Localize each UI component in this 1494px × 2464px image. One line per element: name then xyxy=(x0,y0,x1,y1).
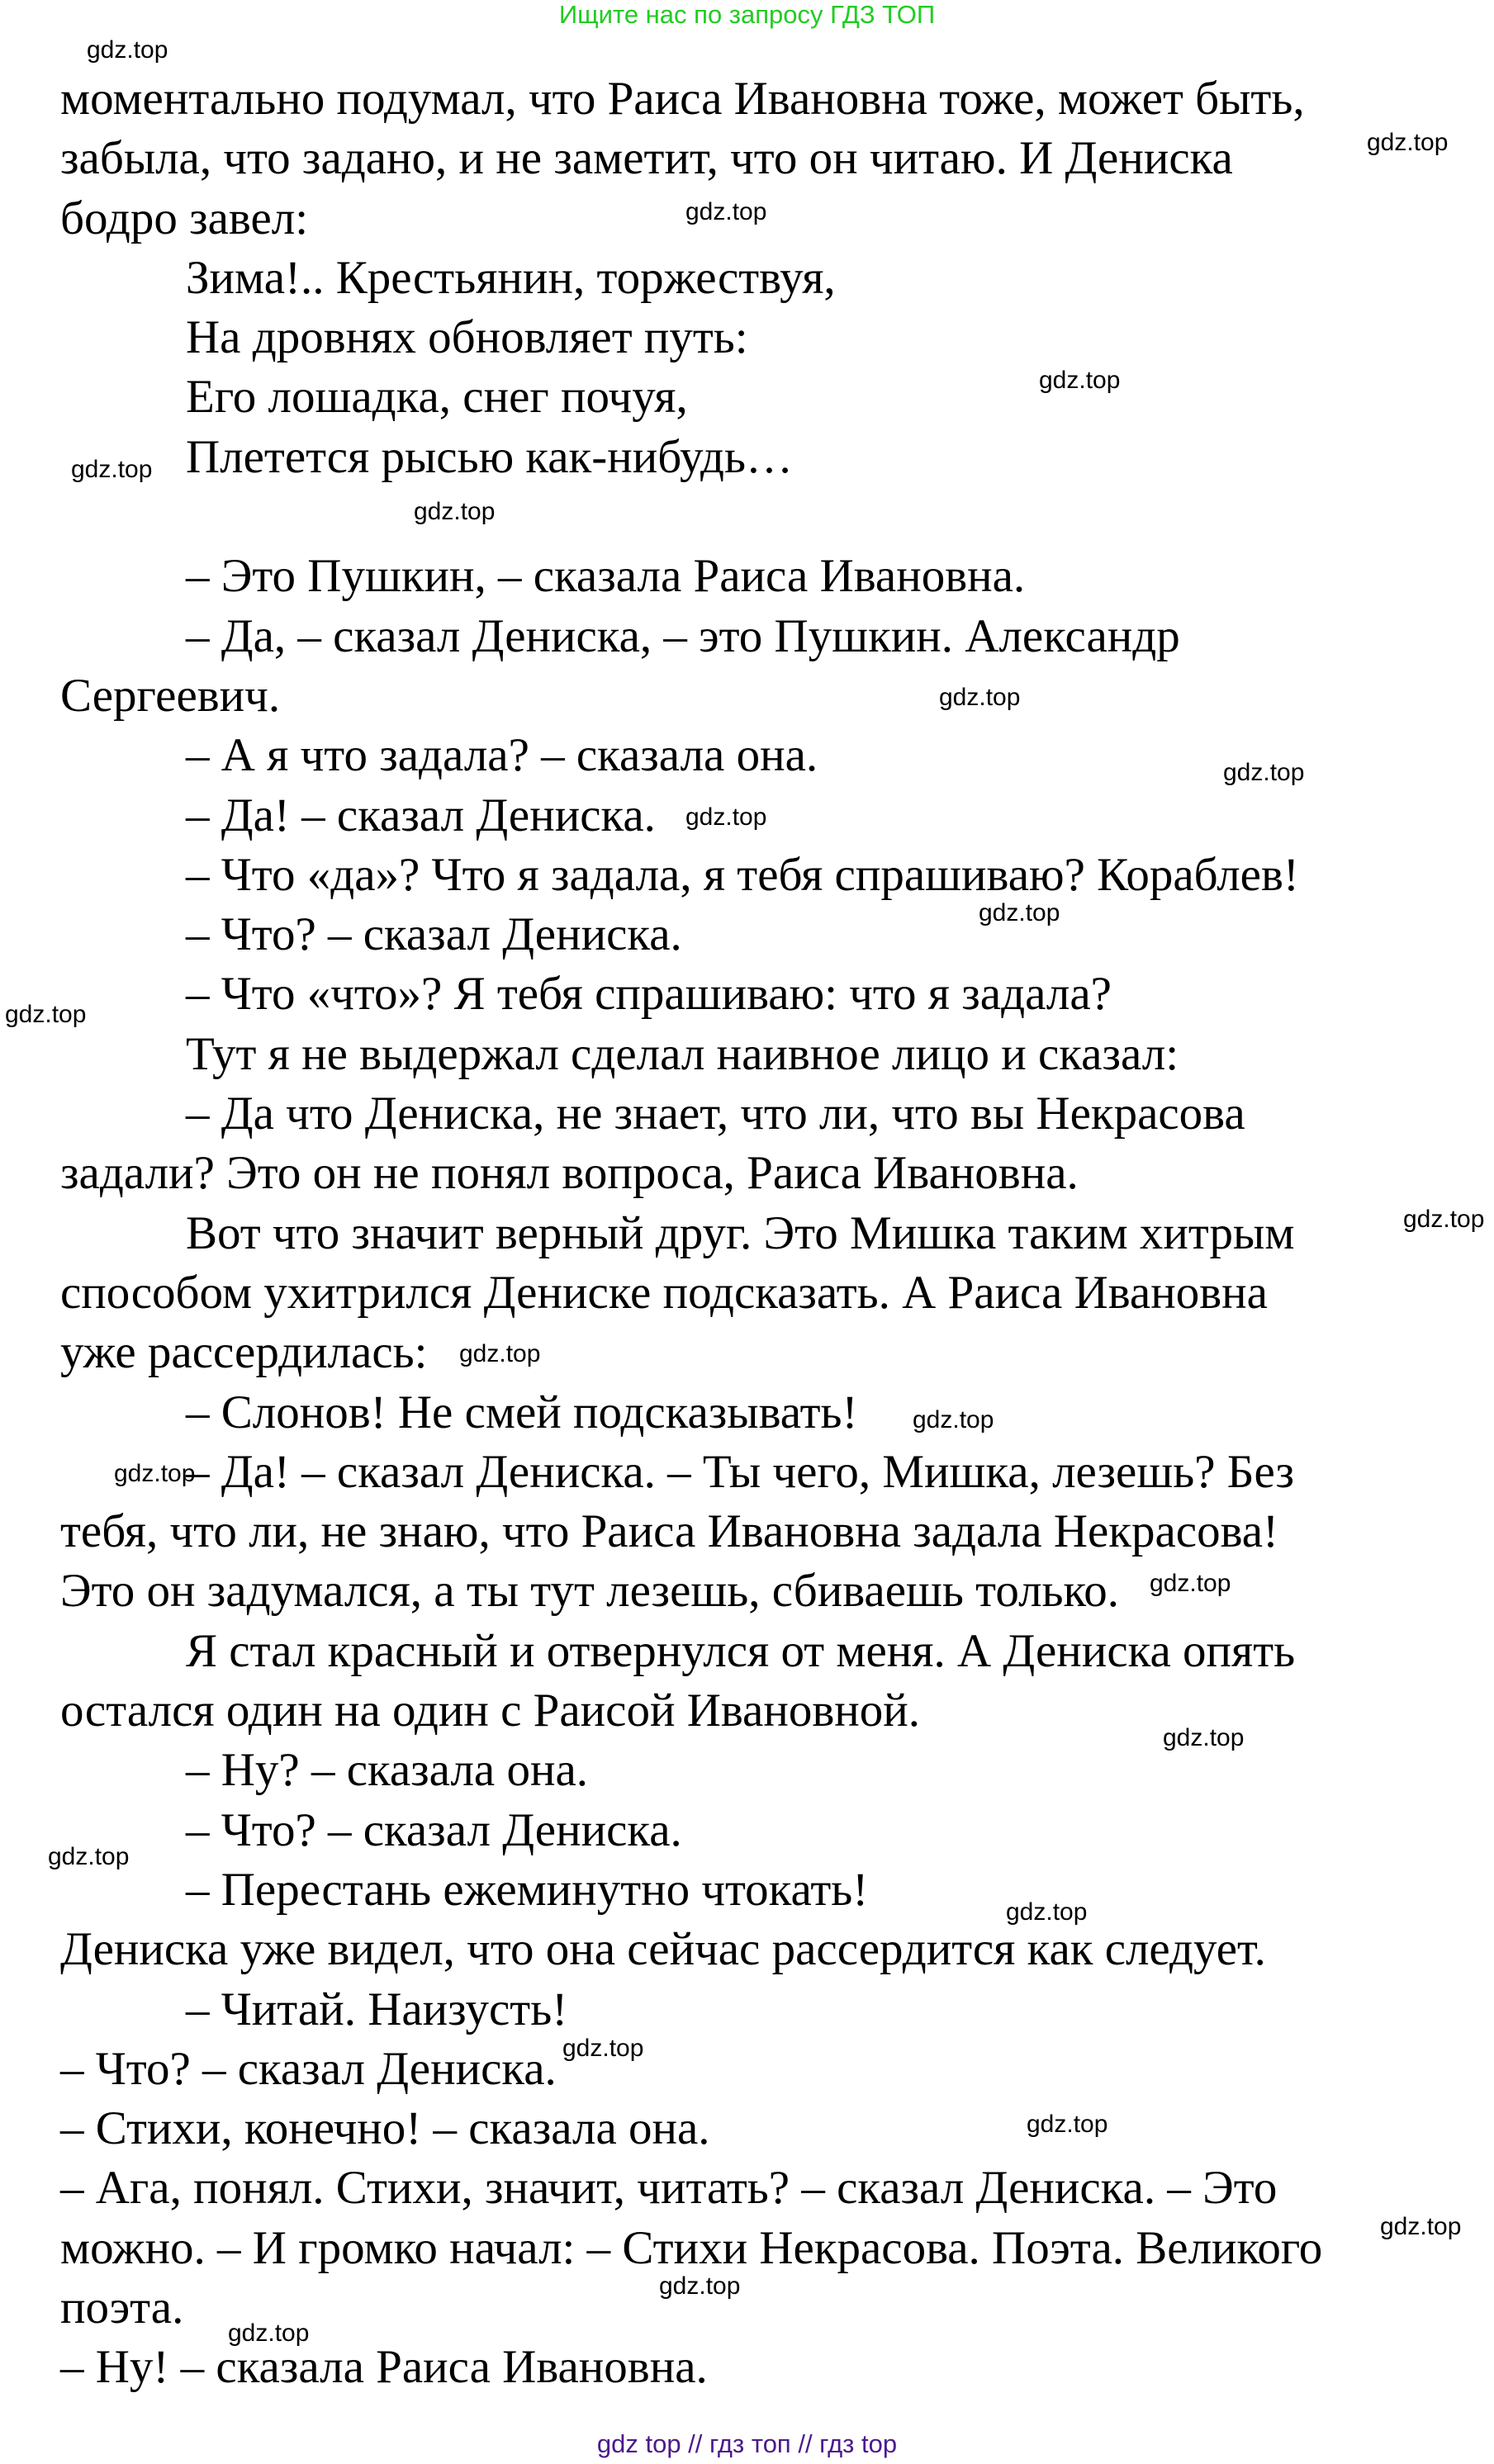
text-line: – Что? – сказал Дениска. xyxy=(186,908,682,961)
text-line: Сергеевич. xyxy=(60,669,281,722)
watermark-text: gdz.top xyxy=(913,1406,994,1433)
text-line: – Ну! – сказала Раиса Ивановна. xyxy=(60,2341,708,2394)
watermark-text: gdz.top xyxy=(414,498,496,525)
watermark-text: gdz.top xyxy=(1163,1724,1245,1751)
text-line: – Да, – сказал Дениска, – это Пушкин. Александр xyxy=(186,609,1180,662)
text-line: – Это Пушкин, – сказала Раиса Ивановна. xyxy=(186,550,1026,603)
text-line: забыла, что задано, и не заметит, что он читаю. И Дениска xyxy=(60,132,1233,185)
watermark-text: gdz.top xyxy=(1150,1570,1231,1597)
text-line: – Что «да»? Что я задала, я тебя спрашиваю? Кораблев! xyxy=(186,848,1299,901)
watermark-text: gdz.top xyxy=(979,899,1060,926)
watermark-text: gdz.top xyxy=(1027,2111,1108,2138)
text-line: – Да что Дениска, не знает, что ли, что вы Некрасова xyxy=(186,1087,1245,1140)
text-line: Тут я не выдержал сделал наивное лицо и сказал: xyxy=(186,1027,1179,1080)
footer-watermark: gdz top // гдз топ // гдз top xyxy=(596,2429,898,2458)
text-line: – Читай. Наизусть! xyxy=(186,1983,568,2035)
text-line: На дровнях обновляет путь: xyxy=(186,311,748,364)
text-line: Плетется рысью как-нибудь… xyxy=(186,430,793,483)
text-line: способом ухитрился Дениске подсказать. А Раиса Ивановна xyxy=(60,1266,1268,1319)
text-line xyxy=(0,487,1494,547)
text-line: моментально подумал, что Раиса Ивановна тоже, может быть, xyxy=(60,73,1305,125)
text-line: Это он задумался, а ты тут лезешь, сбиваешь только. xyxy=(60,1565,1120,1618)
watermark-text: gdz.top xyxy=(685,198,767,225)
text-line: остался один на один с Раисой Ивановной. xyxy=(60,1685,921,1737)
text-line: – Ага, понял. Стихи, значит, читать? – сказал Дениска. – Это xyxy=(60,2162,1278,2215)
watermark-text: gdz.top xyxy=(659,2272,741,2300)
watermark-text: gdz.top xyxy=(1006,1898,1088,1926)
text-line: тебя, что ли, не знаю, что Раиса Ивановна задала Некрасова! xyxy=(60,1505,1279,1558)
text-line: Зима!.. Крестьянин, торжествуя, xyxy=(186,251,836,304)
watermark-text: gdz.top xyxy=(48,1843,130,1870)
text-line: Дениска уже видел, что она сейчас рассердится как следует. xyxy=(60,1923,1266,1976)
text-line: уже рассердилась: xyxy=(60,1326,428,1379)
watermark-text: gdz.top xyxy=(1367,129,1449,156)
text-line: – Что «что»? Я тебя спрашиваю: что я задала? xyxy=(186,968,1112,1021)
text-line: Вот что значит верный друг. Это Мишка таким хитрым xyxy=(186,1206,1295,1259)
text-line: Его лошадка, снег почуя, xyxy=(186,371,688,424)
text-line: Я стал красный и отвернулся от меня. А Дениска опять xyxy=(186,1624,1296,1677)
text-line: бодро завел: xyxy=(60,192,309,244)
text-line: – Да! – сказал Дениска. xyxy=(186,789,656,841)
watermark-text: gdz.top xyxy=(459,1340,541,1367)
search-hint-banner: Ищите нас по запросу ГДЗ ТОП xyxy=(558,0,936,29)
text-line: – Стихи, конечно! – сказала она. xyxy=(60,2102,710,2155)
watermark-text: gdz.top xyxy=(939,684,1021,711)
text-line: – Что? – сказал Дениска. xyxy=(186,1803,682,1856)
watermark-text: gdz.top xyxy=(71,456,153,483)
watermark-text: gdz.top xyxy=(5,1001,87,1028)
text-line: – А я что задала? – сказала она. xyxy=(186,729,818,782)
text-line: – Перестань ежеминутно чтокать! xyxy=(186,1863,869,1916)
text-line: поэта. xyxy=(60,2281,184,2334)
text-line: задали? Это он не понял вопроса, Раиса Ивановна. xyxy=(60,1147,1079,1200)
watermark-text: gdz.top xyxy=(87,36,168,64)
watermark-text: gdz.top xyxy=(562,2035,644,2062)
text-line: – Да! – сказал Дениска. – Ты чего, Мишка, лезешь? Без xyxy=(186,1445,1295,1498)
watermark-text: gdz.top xyxy=(1403,1206,1485,1233)
watermark-text: gdz.top xyxy=(1223,759,1305,786)
watermark-text: gdz.top xyxy=(228,2319,310,2347)
text-line: – Ну? – сказала она. xyxy=(186,1744,589,1797)
text-line: – Что? – сказал Дениска. xyxy=(60,2042,557,2095)
watermark-text: gdz.top xyxy=(114,1460,196,1487)
document-text xyxy=(0,69,1494,2398)
watermark-text: gdz.top xyxy=(1039,367,1121,394)
text-line: можно. – И громко начал: – Стихи Некрасова. Поэта. Великого xyxy=(60,2221,1323,2274)
watermark-text: gdz.top xyxy=(1380,2213,1462,2240)
watermark-text: gdz.top xyxy=(685,803,767,831)
text-line: – Слонов! Не смей подсказывать! xyxy=(186,1386,858,1438)
